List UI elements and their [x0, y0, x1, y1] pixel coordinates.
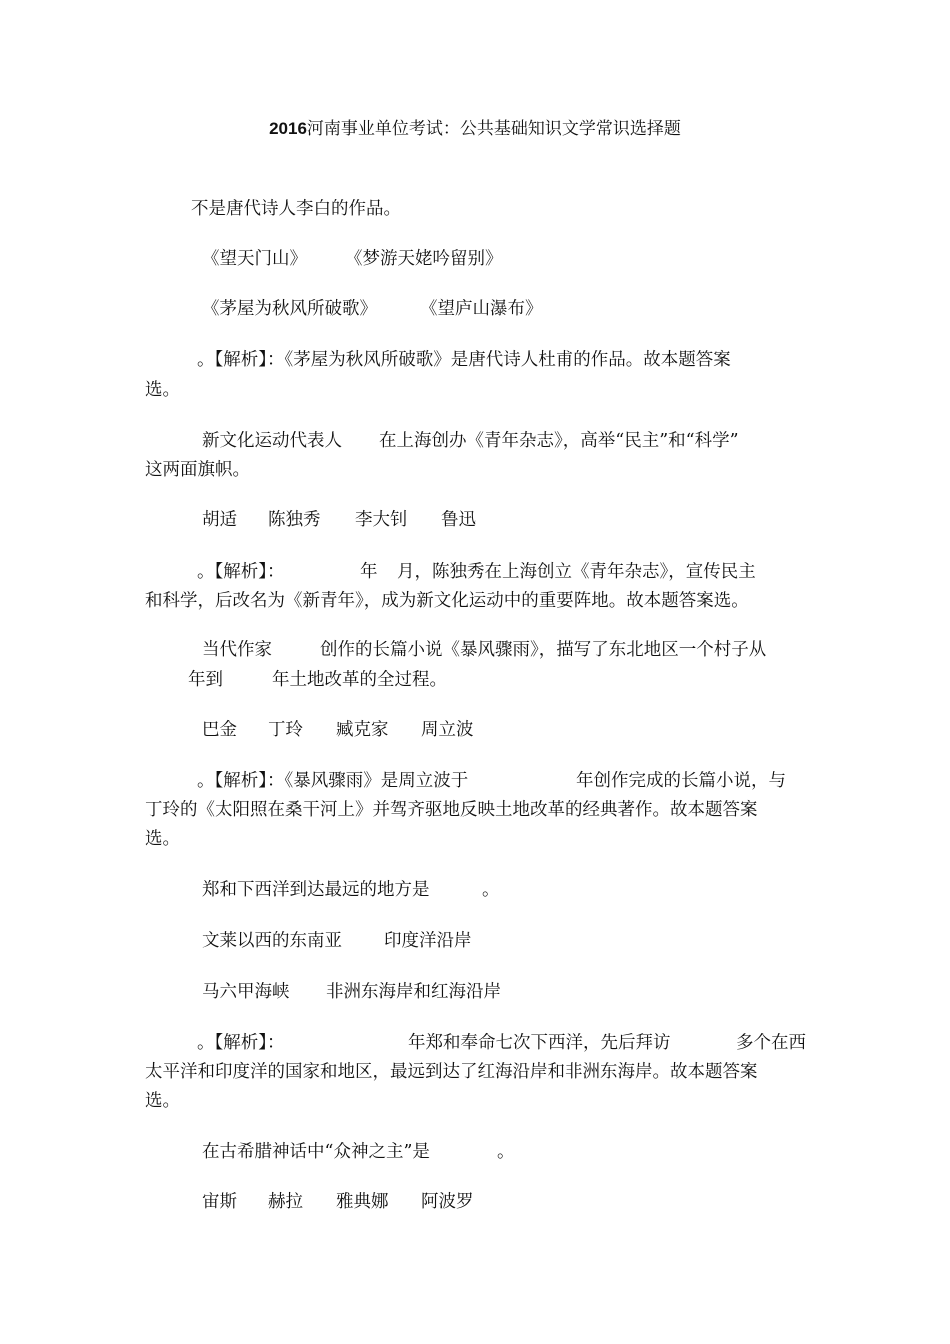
q3-option-b: 丁玲	[268, 720, 303, 740]
q5-option-c: 雅典娜	[336, 1192, 389, 1212]
q1-analysis: 。【解析】：《茅屋为秋风所破歌》是唐代诗人杜甫的作品。故本题答案	[197, 350, 731, 370]
q4-option-c: 马六甲海峡	[202, 982, 290, 1002]
title-text: 河南事业单位考试：公共基础知识文学常识选择题	[306, 119, 681, 139]
q1-option-d: 《望庐山瀑布》	[420, 299, 543, 319]
document-title	[0, 116, 950, 142]
q2-option-b: 陈独秀	[268, 510, 321, 530]
title-year: 2016	[269, 119, 307, 138]
q2-option-d: 鲁迅	[441, 510, 476, 530]
q5-stem: 在古希腊神话中“众神之主”是	[202, 1142, 430, 1162]
q4-analysis-part3: 多个在西	[736, 1033, 806, 1053]
q3-analysis-cont2: 选。	[145, 829, 180, 849]
q5-option-d: 阿波罗	[421, 1192, 474, 1212]
q1-option-c: 《茅屋为秋风所破歌》	[202, 299, 377, 319]
q3-analysis-part1: 。【解析】：《暴风骤雨》是周立波于	[197, 771, 469, 791]
q4-option-b: 印度洋沿岸	[384, 931, 472, 951]
q5-stem-end: 。	[497, 1142, 515, 1162]
q2-stem-part1: 新文化运动代表人	[202, 431, 342, 451]
q2-analysis-part3: 月，陈独秀在上海创立《青年杂志》，宣传民主	[397, 562, 756, 582]
q1-analysis-cont: 选。	[145, 380, 180, 400]
q5-option-b: 赫拉	[268, 1192, 303, 1212]
q5-option-a: 宙斯	[202, 1192, 237, 1212]
q3-option-c: 臧克家	[336, 720, 389, 740]
q2-option-c: 李大钊	[355, 510, 408, 530]
q3-analysis-part2: 年创作完成的长篇小说，与	[576, 771, 786, 791]
q3-analysis-cont: 丁玲的《太阳照在桑干河上》并驾齐驱地反映土地改革的经典著作。故本题答案	[145, 800, 758, 820]
q4-stem: 郑和下西洋到达最远的地方是	[202, 880, 430, 900]
q3-option-a: 巴金	[202, 720, 237, 740]
q4-analysis-cont: 太平洋和印度洋的国家和地区，最远到达了红海沿岸和非洲东海岸。故本题答案	[145, 1062, 758, 1082]
q4-analysis-cont2: 选。	[145, 1091, 180, 1111]
q2-analysis-part1: 。【解析】：	[197, 562, 285, 582]
q3-stem-part3: 年到	[188, 670, 223, 690]
q3-option-d: 周立波	[421, 720, 474, 740]
q2-analysis-cont: 和科学，后改名为《新青年》，成为新文化运动中的重要阵地。故本题答案选。	[145, 591, 749, 611]
q4-option-a: 文莱以西的东南亚	[202, 931, 342, 951]
q4-analysis-part2: 年郑和奉命七次下西洋，先后拜访	[408, 1033, 671, 1053]
q4-analysis-part1: 。【解析】：	[197, 1033, 285, 1053]
q1-option-a: 《望天门山》	[202, 249, 307, 269]
q4-option-d: 非洲东海岸和红海沿岸	[326, 982, 501, 1002]
q4-stem-end: 。	[482, 880, 500, 900]
q2-option-a: 胡适	[202, 510, 237, 530]
q2-analysis-part2: 年	[360, 562, 378, 582]
q3-stem-part2: 创作的长篇小说《暴风骤雨》，描写了东北地区一个村子从	[320, 640, 767, 660]
q3-stem-part1: 当代作家	[202, 640, 272, 660]
q1-option-b: 《梦游天姥吟留别》	[345, 249, 503, 269]
q1-stem: 不是唐代诗人李白的作品。	[191, 199, 401, 219]
q2-stem-part2: 在上海创办《青年杂志》，高举“民主”和“科学”	[379, 431, 739, 451]
q2-stem-cont: 这两面旗帜。	[145, 460, 250, 480]
q3-stem-part4: 年土地改革的全过程。	[272, 670, 447, 690]
